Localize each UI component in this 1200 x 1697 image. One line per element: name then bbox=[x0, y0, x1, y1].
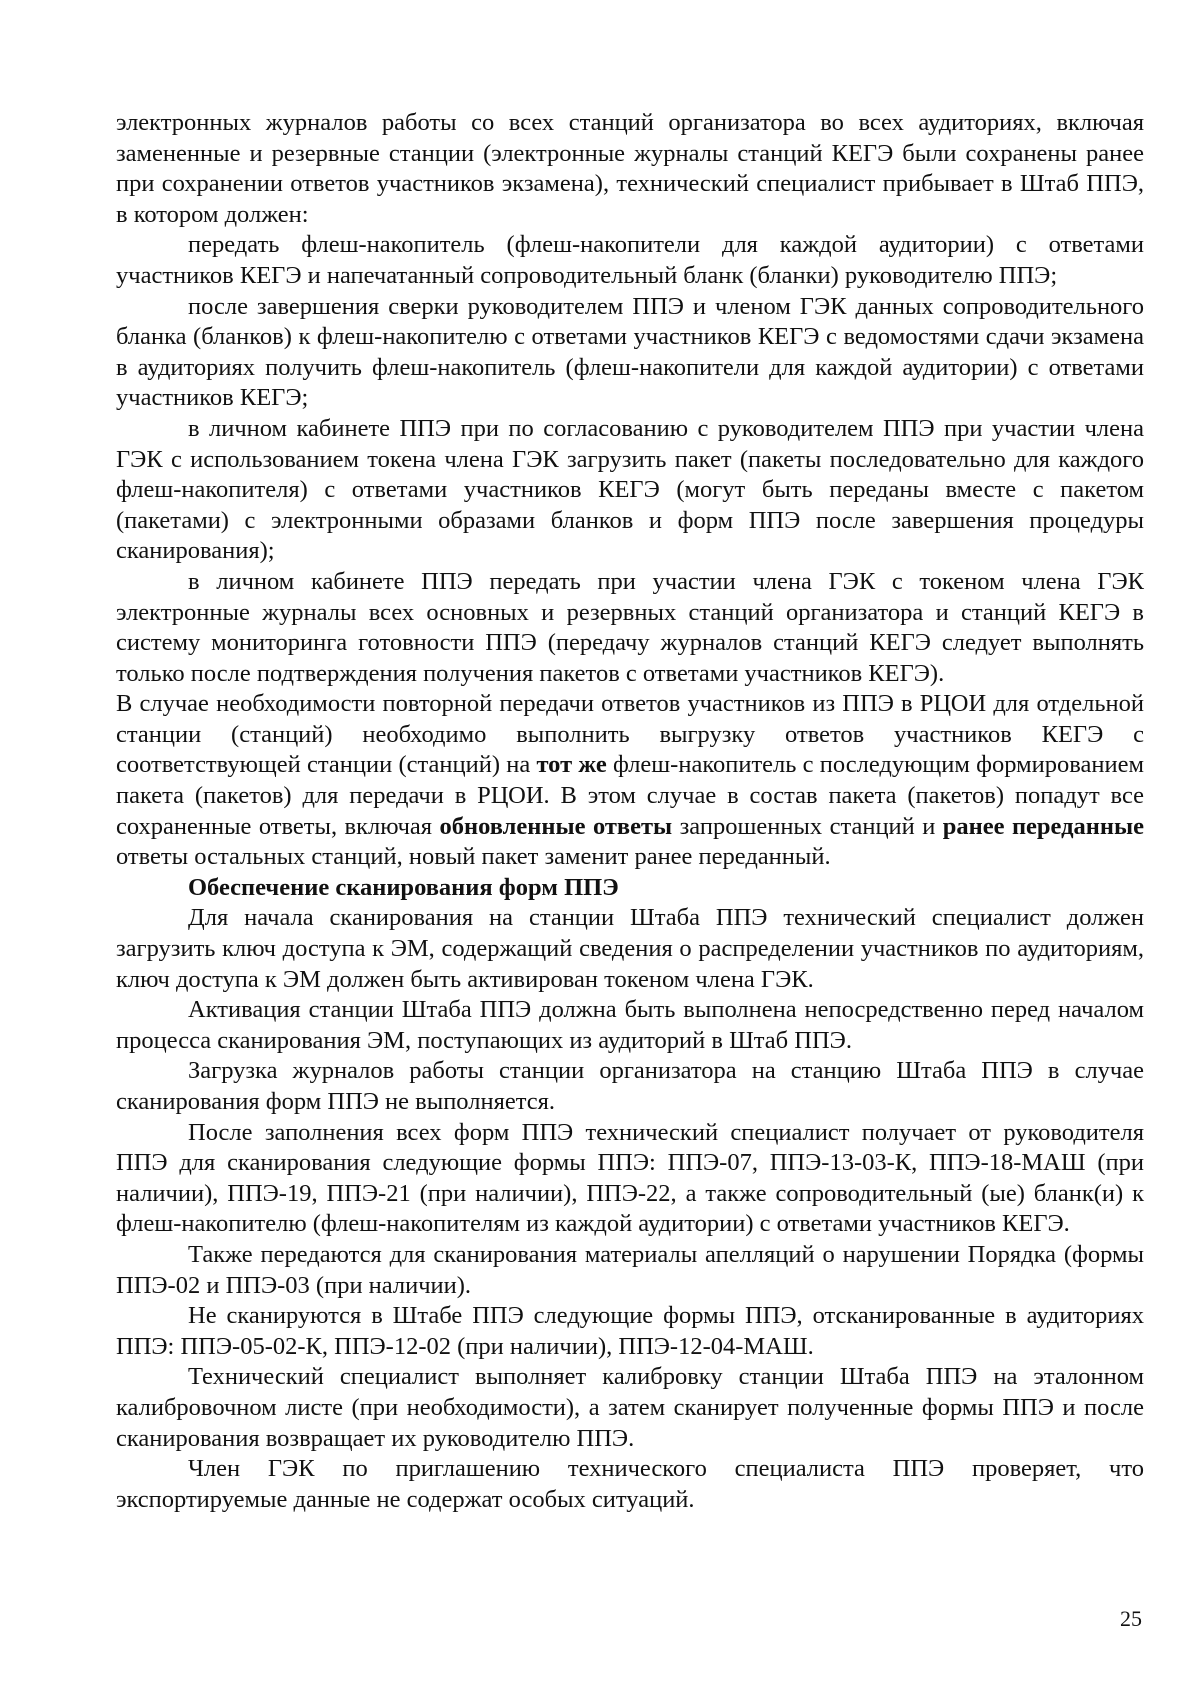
paragraph-scan-start: Для начала сканирования на станции Штаба ППЭ технический специалист должен загрузить ключ доступа к ЭМ, содержащий сведения о распределении участников по аудиториям, ключ доступа к ЭМ должен быть активирован токеном члена ГЭК. bbox=[116, 904, 1144, 993]
repeat-text-1: В случае необходимости повторной передачи ответов участников из ППЭ в РЦОИ для отдельной станции (станций) необходимо выполнить выгрузку ответов участников КЕГЭ с соответствующей станции (станций) на bbox=[116, 690, 1144, 779]
document-page bbox=[116, 108, 1144, 1515]
paragraph-appeals: Также передаются для сканирования материалы апелляций о нарушении Порядка (формы ППЭ-02 и ППЭ-03 (при наличии). bbox=[116, 1240, 1144, 1299]
paragraph-repeat-transfer bbox=[116, 689, 1144, 873]
paragraph-intro: электронных журналов работы со всех станций организатора во всех аудиториях, включая замененные и резервные станции (электронные журналы станций КЕГЭ были сохранены ранее при сохранении ответов участников экзамена), технический специалист прибывает в Штаб ППЭ, в котором должен: bbox=[116, 109, 1144, 228]
repeat-text-3: запрошенных станций и bbox=[672, 812, 943, 840]
repeat-text-2: флеш-накопитель с последующим формированием пакета (пакетов) для передачи в РЦОИ. В этом случае в состав пакета (пакетов) попадут все сохраненные ответы, включая bbox=[116, 751, 1144, 840]
paragraph-activation: Активация станции Штаба ППЭ должна быть выполнена непосредственно перед началом процесса сканирования ЭМ, поступающих из аудиторий в Штаб ППЭ. bbox=[116, 996, 1144, 1054]
repeat-bold-updated: обновленные ответы bbox=[439, 812, 673, 840]
paragraph-transfer-journals: в личном кабинете ППЭ передать при участии члена ГЭК с токеном члена ГЭК электронные журналы всех основных и резервных станций организатора и станций КЕГЭ в систему мониторинга готовности ППЭ (передачу журналов станций КЕГЭ следует выполнять только после подтверждения получения пакетов с ответами участников КЕГЭ). bbox=[116, 567, 1144, 687]
repeat-text-4: ответы остальных станций, новый пакет заменит ранее переданный. bbox=[116, 843, 831, 871]
paragraph-gek-check: Член ГЭК по приглашению технического специалиста ППЭ проверяет, что экспортируемые данные не содержат особых ситуаций. bbox=[116, 1455, 1144, 1513]
repeat-bold-same: тот же bbox=[536, 751, 607, 779]
paragraph-forms-received: После заполнения всех форм ППЭ технический специалист получает от руководителя ППЭ для сканирования следующие формы ППЭ: ППЭ-07, ППЭ-13-03-К, ППЭ-18-МАШ (при наличии), ППЭ-19, ППЭ-21 (при наличии), ППЭ-22, а также сопроводительный (ые) бланк(и) к флеш-накопителю (флеш-накопителям из каждой аудитории) с ответами участников КЕГЭ. bbox=[116, 1118, 1144, 1238]
paragraph-not-scanned: Не сканируются в Штабе ППЭ следующие формы ППЭ, отсканированные в аудиториях ППЭ: ППЭ-05-02-К, ППЭ-12-02 (при наличии), ППЭ-12-04-МАШ. bbox=[116, 1302, 1144, 1360]
paragraph-after-check: после завершения сверки руководителем ППЭ и членом ГЭК данных сопроводительного бланка (бланков) к флеш-накопителю с ответами участников КЕГЭ с ведомостями сдачи экзамена в аудиториях получить флеш-накопитель (флеш-накопители для каждой аудитории) с ответами участников КЕГЭ; bbox=[116, 292, 1144, 412]
paragraph-upload-package: в личном кабинете ППЭ при по согласованию с руководителем ППЭ при участии члена ГЭК с использованием токена члена ГЭК загрузить пакет (пакеты последовательно для каждого флеш-накопителя) с ответами участников КЕГЭ (могут быть переданы вместе с пакетом (пакетами) с электронными образами бланков и форм ППЭ после завершения процедуры сканирования); bbox=[116, 414, 1144, 565]
paragraph-calibration: Технический специалист выполняет калибровку станции Штаба ППЭ на эталонном калибровочном листе (при необходимости), а затем сканирует полученные формы ППЭ и после сканирования возвращает их руководителю ППЭ. bbox=[116, 1363, 1144, 1452]
section-heading: Обеспечение сканирования форм ППЭ bbox=[188, 873, 619, 901]
paragraph-transfer-flash: передать флеш-накопитель (флеш-накопители для каждой аудитории) с ответами участников КЕГЭ и напечатанный сопроводительный бланк (бланки) руководителю ППЭ; bbox=[116, 231, 1144, 289]
paragraph-journal-upload: Загрузка журналов работы станции организатора на станцию Штаба ППЭ в случае сканирования форм ППЭ не выполняется. bbox=[116, 1057, 1144, 1115]
repeat-bold-previous: ранее переданные bbox=[942, 812, 1144, 840]
page-number: 25 bbox=[1120, 1606, 1142, 1631]
